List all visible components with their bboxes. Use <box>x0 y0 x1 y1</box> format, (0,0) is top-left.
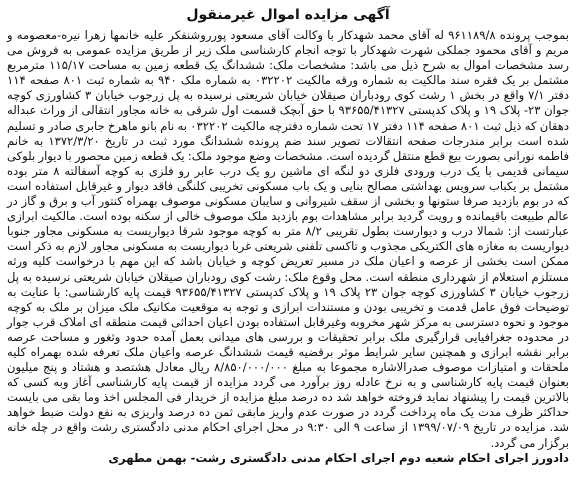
notice-signature: دادورز اجرای احکام شعبه دوم اجرای احکام مدنی دادگستری رشت- بهمن مطهری <box>108 450 569 465</box>
notice-title: آگهی مزایده اموال غیرمنقول <box>186 7 390 23</box>
notice-body: بموجب پرونده ۹۶۱۱۸۹/۸ له آقای محمد شهدکار با وکالت آقای مسعود پورروشنفکر علیه خانمها زهرا نیره-معصومه و مریم و آقای محمود جملکی شهرت شهدکار با توجه انجام کارشناسی ملک زیر از طریق مزایده عمومی به فروش می رسد مشخصات اموال به شرح ذیل می باشد: مشخصات ملک: ششدانگ یک قطعه زمین به مساحت ۱۱۵/۱۷ مترمربع مشتمل بر یک فقره سند مالکیت به شماره ورقه مالکیت ۰۳۲۲۰۲ به شماره ملک ۹۴۰ به شماره ثبت ۸۰۱ صفحه ۱۱۴ دفتر ۷/۱ واقع در بخش ۱ رشت کوی رودباران صیقلان خیابان شریعتی نرسیده به پل زرجوب خیابان ۳ کشاورزی کوچه جوان ۲۳- پلاک ۱۹ و پلاک کدپستی ۹۳۶۵۵/۴۱۳۲۷ با حق آبچک قسمت اول شرقی به خانه مجاور انتقالی از وراث عبداله دهقان که ذیل ثبت ۸۰۱ صفحه ۱۱۴ دفتر ۱۷ تحت شماره دفترچه مالکیت ۰۳۲۲۰۲ به نام بانو ماهرخ جابری صادر و تسلیم شده است برابر مندرجات صفحه انتقالات تصویر سند ضم پرونده ششدانگ مورد ثبت در تاریخ ۱۳۷۲/۳/۲۰ به خانم فاطمه نورانی بصورت بیع قطع منتقل گردیده است. مشخصات وضع موجود ملک: یک قطعه زمین محصور با دیوار بلوکی سیمانی قدیمی با یک درب ورودی فلزی دو لنگه ای ماشین رو یک درب عابر رو فلزی به کوچه آسفالته ۸ متر بوده مشتمل بر یکباب سرویس بهداشتی مصالح بنایی و یک باب مسکونی تخریبی کلنگی فاقد دیوار و غیرقابل استفاده است که در بوم بازدید صرفا ستونها و بخشی از سقف شیروانی و سایبان مسکونی موصوف بهمراه کنتور آب و برق و گاز در عالم طبیعت باقیمانده و رویت گردید برابر مشاهدات بوم بازدید ملک موصوف خالی از سکنه بوده است. مالکیت ابرازی عبارتست از: شمالا درب و دیوارست بطول تقریبی ۸/۲ متر به کوچه موجود شرقا دیواریست به مسکونی مجاور جنوبا دیواریست به مغازه های الکتریکی مجذوب و تاکسی تلفنی شریعتی غربا دیواریست به مسکونی مجاور لازم به ذکر است ممکن است بخشی از عرصه و اعیان ملک در مسیر تعریض کوچه و خیابان باشد که این مهم با درخواست کلیه ورثه مستلزم استعلام از شهرداری منطقه است. محل وقوع ملک: رشت کوی رودباران صیقلان خیابان شریعتی نرسیده به پل زرجوب خیابان ۳ کشاورزی کوچه جوان ۲۳ پلاک ۱۹ و پلاک کدپستی ۹۳۶۵۵/۴۱۳۲۷ قیمت پایه کارشناسی: با عنایت به توضیحات فوق عامل قدمت و تخریبی بودن و مستندات ابرازی و توجه به موقعیت مکانیک ملک میزان بر ملک به کوچه موجود و نحوه دسترسی به مرکز شهر مخروبه وغیرقابل استفاده بودن اعیان احداثی قیمت منطقه ای املاک قرب جوار در محدوده جغرافیایی قرارگیری ملک برابر تحقیقات و بررسی های میدانی بعمل آمده حدود وثغور و مساحت عرصه برابر نقشه ابرازی و همچنین سایر شرایط موثر برقضیه قیمت ششدانگ عرصه واعیان ملک تعرفه شده بهمراه کلیه ملحقات و امتیازات موصوف صدرالاشاره مجموعا به مبلغ ۸/۸۵۰/۰۰۰/۰۰۰ ریال معادل هشتصد و هشتاد و پنج میلیون بعنوان قیمت پایه کارشناسی و به نرخ عادله روز برآورد می گردد مزایده از قیمت پایه کارشناسی آغاز وبه کسی که بالاترین قیمت را پیشنهاد نماید فروخته خواهد شد ده درصد مبلغ مزایده از خریدار فی المجلس اخذ وما بقی می بایست حداکثر ظرف مدت یک ماه پرداخت گردد در صورت عدم واریز مابقی ثمن ده درصد واریزی به نفع دولت ضبط خواهد شد. مزایده در تاریخ ۱۳۹۹/۰۷/۰۹ از ساعت ۹ الی ۹:۳۰ در محل اجرای احکام مدنی دادگستری رشت واقع در چله خانه برگزار می گردد. <box>7 28 570 450</box>
